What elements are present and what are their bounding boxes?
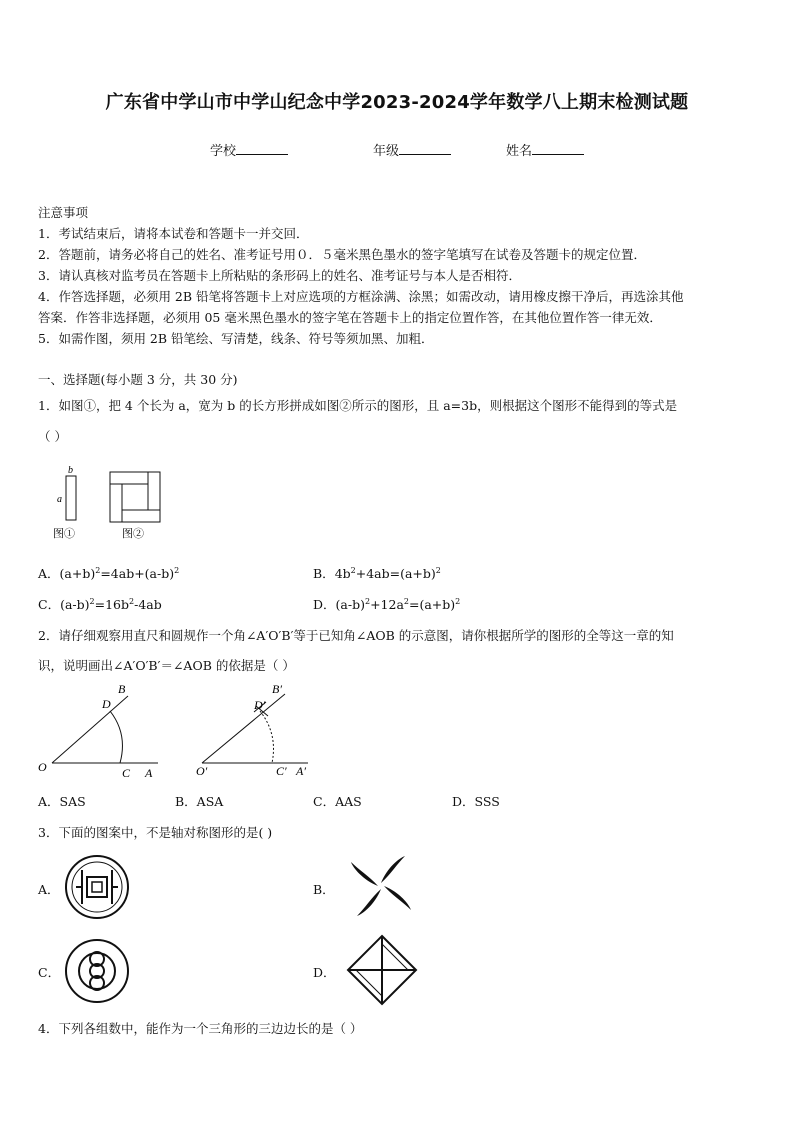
fig1-label-a: a xyxy=(57,494,62,505)
grade-label: 年级 xyxy=(373,144,400,159)
label-b-prime: B′ xyxy=(272,682,282,696)
question-2-stem-line2: 识，说明画出∠A′O′B′＝∠AOB 的依据是（ ） xyxy=(38,658,295,673)
pinwheel-crescent-icon xyxy=(344,852,418,920)
coin-pattern-icon xyxy=(62,852,132,922)
school-blank xyxy=(236,142,288,155)
school-label: 学校 xyxy=(210,144,237,159)
fig2-pinwheel xyxy=(110,472,160,522)
question-4-stem: 4．下列各组数中，能作为一个三角形的三边边长的是（ ） xyxy=(38,1021,363,1036)
notice-item: 2．答题前，请务必将自己的姓名、准考证号用０．５毫米黑色墨水的签字笔填写在试卷及答题卡的规定位置． xyxy=(38,247,646,262)
question-2-figure xyxy=(30,678,330,783)
question-1-option-c: C．$(a-b)^2=16b^2-4ab$ xyxy=(38,596,162,612)
circles-pattern-icon xyxy=(62,936,132,1006)
label-d: D xyxy=(102,697,111,711)
fig1-label-b: b xyxy=(68,465,73,476)
question-1-paren: （ ） xyxy=(38,429,67,444)
question-3-option-d-label: D． xyxy=(313,965,336,980)
question-1-option-d: D．$(a-b)^2+12a^2=(a+b)^2$ xyxy=(313,596,461,612)
notice-item: 4．作答选择题，必须用 2B 铅笔将答题卡上对应选项的方框涂满、涂黑；如需改动，请用橡皮擦干净后，再选涂其他 xyxy=(38,289,684,304)
question-3-option-a-label: A． xyxy=(38,882,60,897)
label-d-prime: D′ xyxy=(254,698,266,712)
question-1-option-b: B．$4b^2+4ab=(a+b)^2$ xyxy=(313,565,441,581)
question-1-stem: 1．如图①，把 4 个长为 a，宽为 b 的长方形拼成如图②所示的图形，且 a=3b，则根据这个图形不能得到的等式是 xyxy=(38,398,678,413)
label-a: A xyxy=(145,766,153,780)
question-2-stem-line1: 2．请仔细观察用直尺和圆规作一个角∠A′O′B′等于已知角∠AOB 的示意图，请你根据所学的图形的全等这一章的知 xyxy=(38,628,674,643)
label-a-prime: A′ xyxy=(296,764,306,778)
fig2-caption: 图② xyxy=(122,528,144,540)
question-3-stem: 3．下面的图案中，不是轴对称图形的是( ) xyxy=(38,825,273,840)
fig1-caption: 图① xyxy=(53,528,75,540)
grade-field xyxy=(373,140,451,159)
notice-item: 答案．作答非选择题，必须用 05 毫米黑色墨水的签字笔在答题卡上的指定位置作答，在其他位置作答一律无效． xyxy=(38,310,662,325)
section-heading: 一、选择题(每小题 3 分，共 30 分) xyxy=(38,372,238,387)
school-field xyxy=(210,140,288,159)
question-3-option-c-label: C． xyxy=(38,965,61,980)
name-blank xyxy=(532,142,584,155)
question-2-option-c: C．AAS xyxy=(313,794,362,809)
question-2-option-d: D．SSS xyxy=(452,794,500,809)
label-o: O xyxy=(38,760,47,774)
name-label: 姓名 xyxy=(506,144,533,159)
name-field xyxy=(506,140,584,159)
notice-heading: 注意事项 xyxy=(38,205,89,220)
question-2-option-b: B．ASA xyxy=(175,794,224,809)
label-b: B xyxy=(118,682,126,696)
notice-item: 5．如需作图，须用 2B 铅笔绘、写清楚，线条、符号等须加黑、加粗． xyxy=(38,331,434,346)
page-title: 广东省中学山市中学山纪念中学2023-2024学年数学八上期末检测试题 xyxy=(105,92,689,113)
question-1-option-a: A．$(a+b)^2=4ab+(a-b)^2$ xyxy=(38,565,180,581)
grade-blank xyxy=(399,142,451,155)
question-3-option-b-label: B． xyxy=(313,882,335,897)
question-1-figures xyxy=(50,464,170,544)
notice-item: 3．请认真核对监考员在答题卡上所粘贴的条形码上的姓名、准考证号与本人是否相符． xyxy=(38,268,521,283)
diamond-pattern-icon xyxy=(346,934,418,1006)
label-c-prime: C′ xyxy=(276,764,287,778)
label-c: C xyxy=(122,766,131,780)
fig1-rectangle xyxy=(66,476,76,520)
notice-item: 1．考试结束后，请将本试卷和答题卡一并交回． xyxy=(38,226,309,241)
label-o-prime: O′ xyxy=(196,764,208,778)
question-2-option-a: A．SAS xyxy=(38,794,86,809)
